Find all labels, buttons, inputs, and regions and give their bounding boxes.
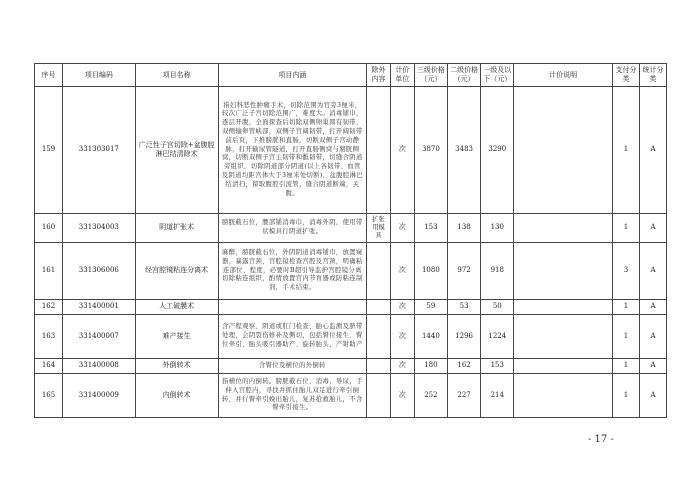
cell-stat: A [639,374,666,418]
cell-price-1: 214 [481,374,514,418]
cell-price-2: 1296 [447,315,480,359]
cell-pay: 1 [612,87,639,214]
table-row [35,315,667,359]
cell-price-1: 50 [481,300,514,315]
cell-note [514,374,613,418]
cell-price-2: 138 [447,214,480,243]
cell-content: 指妇科恶性肿瘤手术，切除范围为官旁3厘米，较次广泛子宫切除范围广，难度大。消毒铺巾，逐层开腹，全面探查后切除双侧卵巢圆有韧带，双侧输卵管峡部，双侧子宫阔韧带，打开阔韧带前后页，下推膀胱和直肠，切断双侧子宫动静脉，打开输尿管隧道，打开直肠侧窝与膀胱侧窝，切断双侧子宫主韧带和骶韧带，切缝合阴道旁组织，切除阴道部分阴道(以上各韧带、血管及阴道均距宫体大于3厘米处切断)，盆腹腔淋巴结清扫，留取腹腔引流管，缝合阴道断端，关腹。 [218,87,366,214]
cell-content: 含臀位及横位的外倒转 [218,359,366,374]
cell-unit: 次 [390,359,414,374]
cell-price-1: 3290 [481,87,514,214]
header-exclude: 除外内容 [367,64,391,87]
cell-stat: A [639,300,666,315]
cell-unit: 次 [390,300,414,315]
cell-pay: 1 [612,214,639,243]
cell-price-2: 972 [447,243,480,300]
cell-note [514,214,613,243]
cell-name: 阴道扩张术 [135,214,218,243]
header-price-3: 三级价格（元） [414,64,447,87]
header-pay: 支付分类 [612,64,639,87]
cell-no: 164 [35,359,63,374]
cell-unit: 次 [390,87,414,214]
cell-price-2: 162 [447,359,480,374]
cell-name: 经宫腔镜粘连分离术 [135,243,218,300]
table-header-row [35,64,667,87]
cell-price-3: 59 [414,300,447,315]
cell-name: 广泛性子宫切除+盆腹腔淋巴结清除术 [135,87,218,214]
cell-note [514,315,613,359]
cell-content: 膀胱截石位，腰部铺消毒巾，消毒外阴，使用带状模具行阴道扩张。 [218,214,366,243]
cell-unit: 次 [390,214,414,243]
cell-price-1: 153 [481,359,514,374]
cell-content: 含产程观察、阴道或肛门检查、胎心监测及脐带处理，会阴裂伤修补及侧切，包括臀位接生、臀位牵引、胎头吸引器助产、旋转胎头、产钳助产 [218,315,366,359]
cell-price-3: 3870 [414,87,447,214]
cell-stat: A [639,243,666,300]
cell-price-1: 130 [481,214,514,243]
cell-price-2: 3483 [447,87,480,214]
table-row [35,300,667,315]
cell-pay: 1 [612,315,639,359]
cell-price-3: 180 [414,359,447,374]
cell-pay: 3 [612,243,639,300]
cell-exclude [367,374,391,418]
table-row [35,243,667,300]
header-stat: 统计分类 [639,64,666,87]
table-row [35,374,667,418]
cell-name: 难产接生 [135,315,218,359]
cell-code: 331400001 [63,300,136,315]
table-row [35,214,667,243]
page-number: - 17 - [588,434,614,445]
cell-code: 331304003 [63,214,136,243]
cell-note [514,87,613,214]
cell-code: 331303017 [63,87,136,214]
cell-exclude [367,315,391,359]
table-row [35,87,667,214]
header-price-2: 二级价格（元） [447,64,480,87]
cell-pay: 1 [612,374,639,418]
cell-name: 内倒转术 [135,374,218,418]
cell-price-2: 53 [447,300,480,315]
cell-exclude [367,359,391,374]
cell-unit: 次 [390,243,414,300]
price-table [34,63,667,418]
cell-content: 麻醉，膀胱截石位，外阴阴道消毒铺巾，放置窥器，暴露宫颈，宫腔镜检查宫腔及宫颈，明确粘连部位、程度，必要时B超引导监护宫腔镜分离切除粘连组织，酌情放置宫内节育器或防粘连制剂，手术结束。 [218,243,366,300]
cell-no: 162 [35,300,63,315]
cell-pay: 1 [612,300,639,315]
cell-price-2: 227 [447,374,480,418]
cell-code: 331306006 [63,243,136,300]
table-row [35,359,667,374]
cell-no: 160 [35,214,63,243]
header-note: 计价说明 [514,64,613,87]
cell-stat: A [639,315,666,359]
cell-unit: 次 [390,315,414,359]
cell-content: 指横位的内倒转。膀胱截石位，消毒，导尿，手伸入宫腔内，寻找并抓住胎儿双足进行牵引倒转，并行臀牵引娩出胎儿，复苏抢救胎儿，不含臀牵引接生。 [218,374,366,418]
cell-pay: 1 [612,359,639,374]
cell-exclude: 扩张用模具 [367,214,391,243]
header-unit: 计价单位 [390,64,414,87]
header-price-1: 一级及以下（元） [481,64,514,87]
cell-exclude [367,87,391,214]
cell-code: 331400008 [63,359,136,374]
header-code: 项目编码 [63,64,136,87]
cell-note [514,300,613,315]
cell-no: 161 [35,243,63,300]
cell-content [218,300,366,315]
header-content: 项目内涵 [218,64,366,87]
cell-no: 159 [35,87,63,214]
cell-name: 外倒转术 [135,359,218,374]
cell-price-1: 918 [481,243,514,300]
cell-stat: A [639,214,666,243]
cell-price-3: 153 [414,214,447,243]
cell-note [514,359,613,374]
cell-code: 331400007 [63,315,136,359]
cell-price-3: 252 [414,374,447,418]
cell-price-3: 1440 [414,315,447,359]
cell-price-1: 1224 [481,315,514,359]
cell-exclude [367,300,391,315]
cell-unit: 次 [390,374,414,418]
cell-exclude [367,243,391,300]
header-name: 项目名称 [135,64,218,87]
cell-no: 165 [35,374,63,418]
header-no: 序号 [35,64,63,87]
cell-stat: A [639,359,666,374]
cell-no: 163 [35,315,63,359]
cell-code: 331400009 [63,374,136,418]
cell-price-3: 1080 [414,243,447,300]
cell-note [514,243,613,300]
cell-stat: A [639,87,666,214]
cell-name: 人工破膜术 [135,300,218,315]
